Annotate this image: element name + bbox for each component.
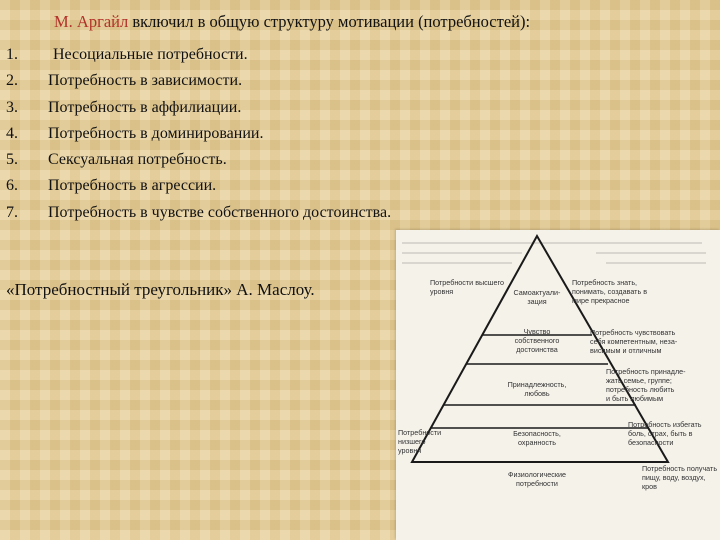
item-number: 7. <box>6 203 18 221</box>
item-text: Потребность в чувстве собственного достоинства. <box>48 203 392 221</box>
item-text: Потребность в зависимости. <box>48 72 243 90</box>
level-label-self-actualization: Самоактуали- зация <box>513 288 561 306</box>
item-number: 6. <box>6 177 18 195</box>
item-number: 3. <box>6 98 18 116</box>
item-text: Потребность в доминировании. <box>48 124 264 142</box>
item-text: Сексуальная потребность. <box>48 151 227 169</box>
level-label-safety: Безопасность, охранность <box>513 429 561 447</box>
author-name: М. Аргайл <box>54 12 129 31</box>
level-description: Потребность принадле- жать семье, группе; потребность любить и быть любимым <box>606 367 686 403</box>
upper-level-label: Потребности высшего уровня <box>430 278 504 296</box>
lower-level-label: Потребности низшего уровня <box>398 428 442 455</box>
level-description: Потребность получать пищу, воду, воздух, кров <box>642 464 718 491</box>
item-text: Потребность в аффилиации. <box>48 98 242 116</box>
item-number: 2. <box>6 72 18 90</box>
level-description: Потребность чувствовать себя компетентным, неза- висимым и отличным <box>590 328 678 355</box>
maslow-pyramid-image <box>396 230 720 540</box>
item-number: 5. <box>6 151 18 169</box>
title-text: включил в общую структуру мотивации (потребностей): <box>128 12 531 31</box>
level-label-esteem: Чувство собственного достоинства <box>514 327 560 354</box>
maslow-caption: «Потребностный треугольник» А. Маслоу. <box>6 280 315 299</box>
item-text: Потребность в агрессии. <box>48 177 217 195</box>
level-description: Потребность знать, понимать, создавать в мире прекрасное <box>572 278 648 305</box>
level-label-belonging: Принадлежность, любовь <box>507 380 567 398</box>
item-number: 4. <box>6 124 18 142</box>
slide-title <box>54 12 694 32</box>
item-number: 1. <box>6 46 18 63</box>
level-label-physiological: Физиологические потребности <box>507 470 567 488</box>
level-description: Потребность избегать боль, страх, быть в безопасности <box>628 420 702 447</box>
item-text: Несоциальные потребности. <box>53 46 248 63</box>
